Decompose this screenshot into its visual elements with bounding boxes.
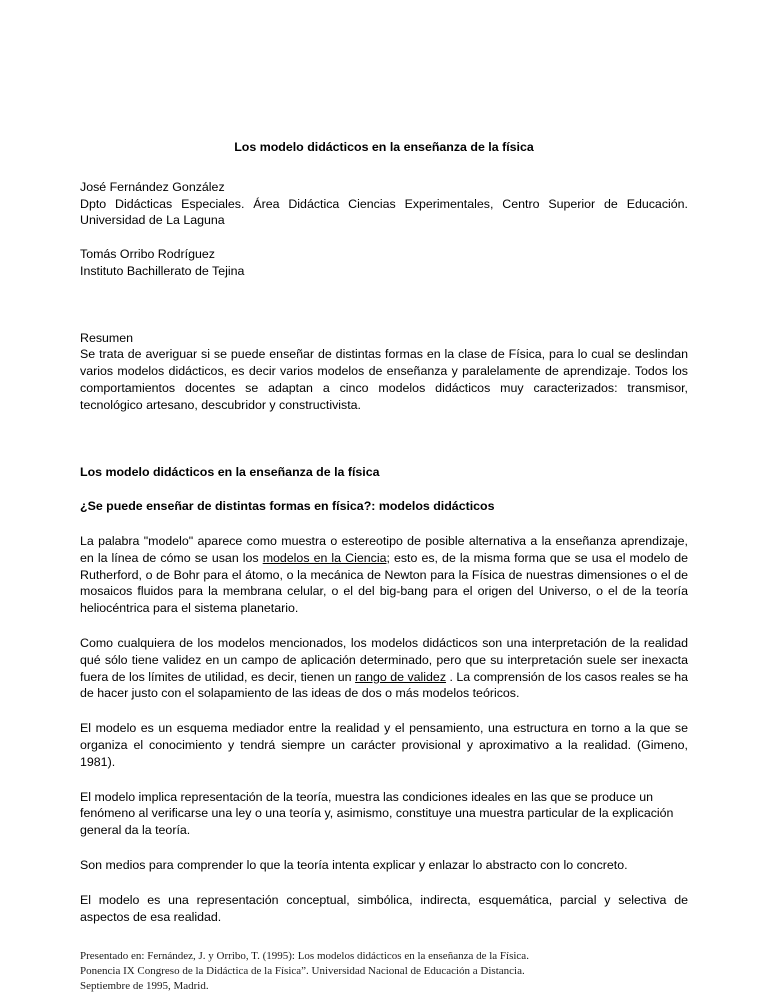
- body-paragraph-1: [80, 515, 688, 617]
- footnote-line-1: Presentado en: Fernández, J. y Orribo, T. (1995): Los modelos didácticos en la enseñanza de la Física.: [80, 950, 529, 963]
- author-affiliation-1: Dpto Didácticas Especiales. Área Didáctica Ciencias Experimentales, Centro Superior de Educación. Universidad de La Laguna: [80, 196, 688, 228]
- author-block-2: [80, 229, 688, 279]
- author-name-2: Tomás Orribo Rodríguez: [80, 246, 215, 261]
- body-paragraph-6: El modelo es una representación conceptual, simbólica, indirecta, esquemática, parcial y selectiva de aspectos de esa realidad.: [80, 892, 688, 924]
- paragraph-2-text-after: . La comprensión de los casos reales se ha de hacer justo con el solapamiento de las ideas de dos o más modelos teóricos.: [80, 669, 688, 701]
- body-paragraph-3: El modelo es un esquema mediador entre la realidad y el pensamiento, una estructura en torno a la que se organiza el conocimiento y tendrá siempre un carácter provisional y aproximativo a la realidad. (Gimeno, 1981).: [80, 721, 688, 769]
- page-title: Los modelo didácticos en la enseñanza de la física: [234, 140, 534, 154]
- paragraph-2-text-before: Como cualquiera de los modelos mencionados, los modelos didácticos son una interpretación de la realidad qué sólo tiene validez en un campo de aplicación determinado, pero que su interpretación suele ser inexacta fuera de los límites de utilidad, es decir, tienen un: [80, 636, 688, 684]
- paragraph-2-underlined-term: rango de validez: [355, 669, 447, 684]
- footnote-line-3: Septiembre de 1995, Madrid.: [80, 979, 209, 992]
- subsection-heading: ¿Se puede enseñar de distintas formas en física?: modelos didácticos: [80, 499, 495, 514]
- footnote-line-2: Ponencia IX Congreso de la Didáctica de la Física”. Universidad Nacional de Educación a Distancia.: [80, 965, 525, 978]
- body-paragraph-2: [80, 617, 688, 702]
- abstract-section: [80, 280, 688, 414]
- section-heading: Los modelo didácticos en la enseñanza de la física: [80, 464, 380, 479]
- footnote: [80, 925, 688, 993]
- paragraph-1-text-after: ; esto es, de la misma forma que se usa el modelo de Rutherford, o de Bohr para el átomo, o la mecánica de Newton para la Física de nuestras dimensiones o el de mosaicos fluidos para la membrana celular, o el del big-bang para el origen del Universo, o el de la teoría heliocéntrica para el sistema planetario.: [80, 550, 688, 616]
- author-block-1: [80, 156, 688, 229]
- author-affiliation-2: Instituto Bachillerato de Tejina: [80, 263, 245, 278]
- abstract-heading: Resumen: [80, 330, 134, 345]
- body-paragraph-4: El modelo implica representación de la teoría, muestra las condiciones ideales en las que se produce un fenómeno al verificarse una ley o una teoría y, asimismo, constituye una muestra particular de la explicación general da la teoría.: [80, 789, 674, 838]
- paragraph-1-text-before: La palabra "modelo" aparece como muestra o estereotipo de posible alternativa a la enseñanza aprendizaje, en la línea de cómo se usan los: [80, 534, 688, 565]
- author-name-1: José Fernández González: [80, 179, 225, 194]
- body-paragraph-5: Son medios para comprender lo que la teoría intenta explicar y enlazar lo abstracto con lo concreto.: [80, 858, 628, 873]
- paragraph-1-underlined-term: modelos en la Ciencia: [262, 550, 387, 565]
- abstract-text: Se trata de averiguar si se puede enseñar de distintas formas en la clase de Física, para lo cual se deslindan varios modelos didácticos, es decir varios modelos de enseñanza y paralelamente de aprendizaje. Todos los comportamientos docentes se adaptan a cinco modelos didácticos muy caracterizados: transmisor, tecnológico artesano, descubridor y constructivista.: [80, 347, 688, 412]
